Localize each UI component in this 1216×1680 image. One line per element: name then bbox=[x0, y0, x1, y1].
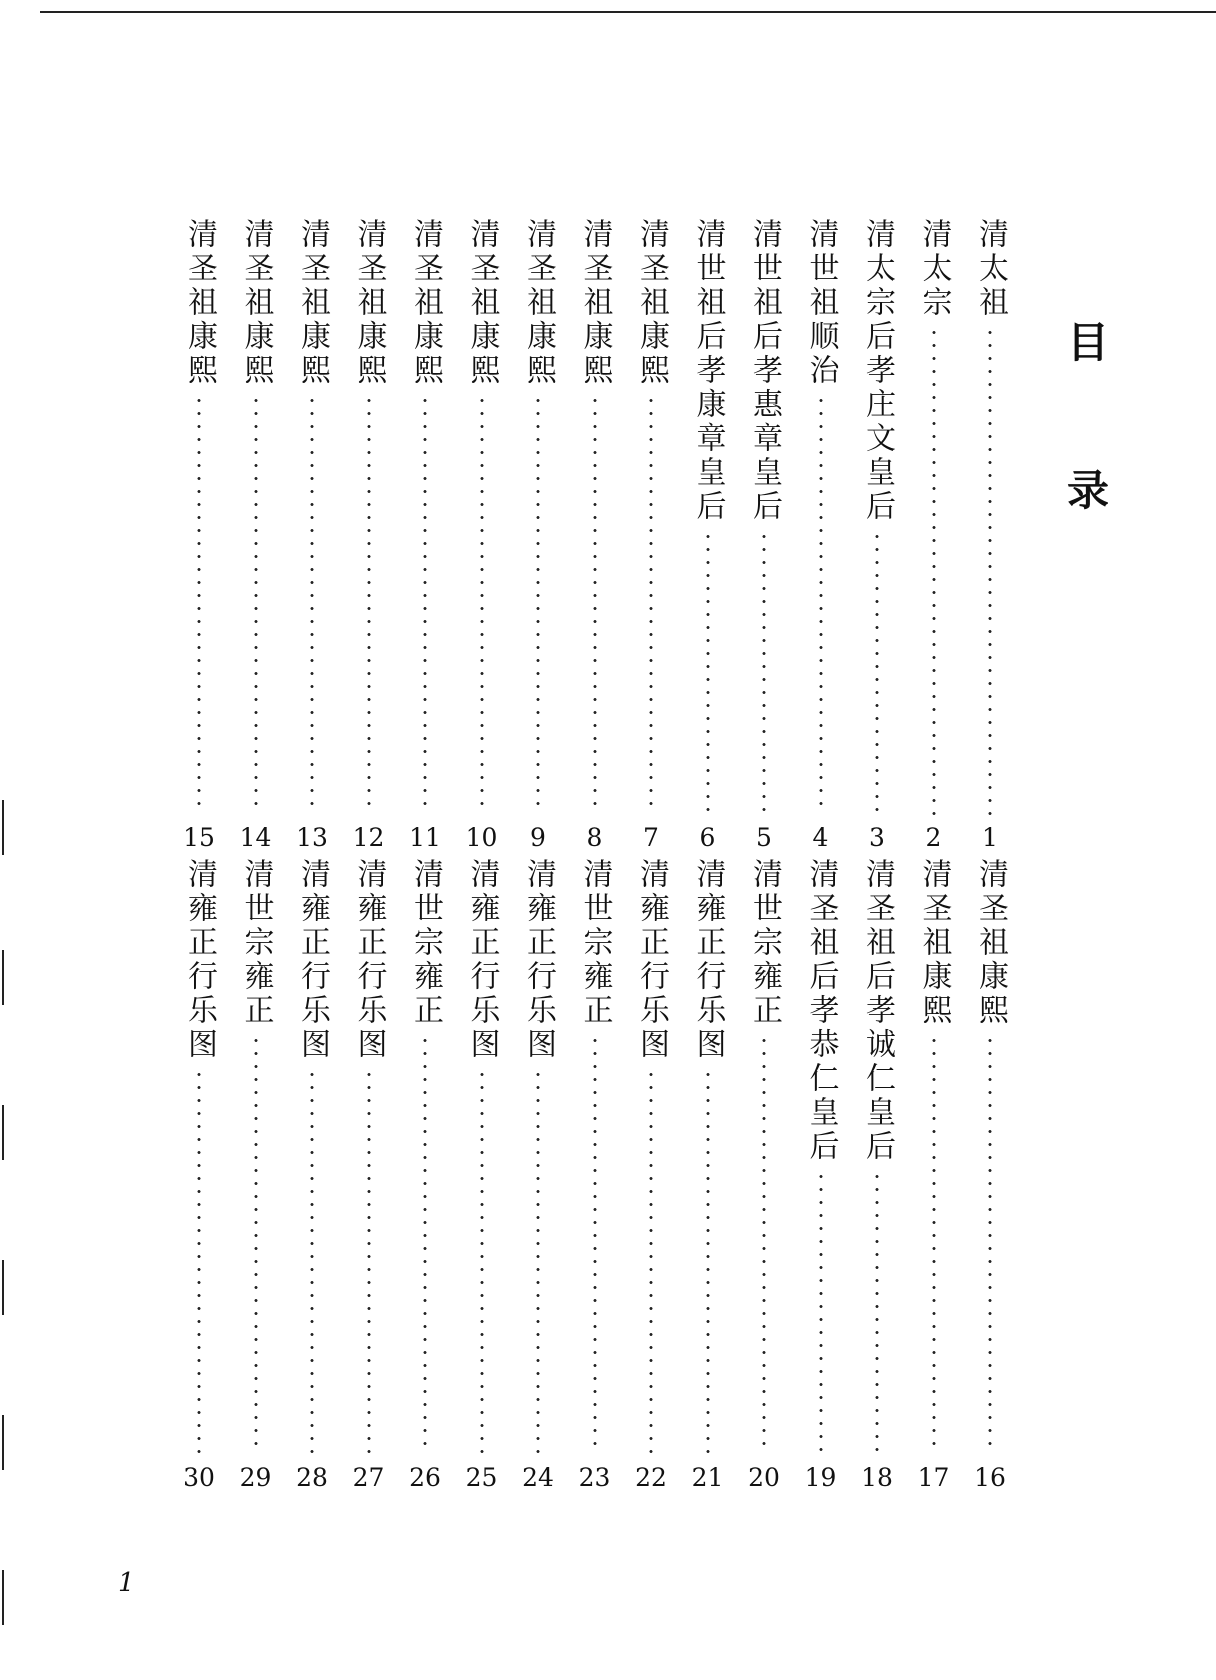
page-title bbox=[1058, 318, 1118, 515]
dot-leader bbox=[649, 394, 653, 815]
toc-entry bbox=[349, 858, 389, 1490]
toc-entry bbox=[914, 218, 954, 850]
toc-entry-title: 清太祖 bbox=[973, 218, 1008, 320]
dot-leader bbox=[254, 394, 258, 815]
toc-entry bbox=[631, 858, 671, 1490]
toc-entry-title: 清圣祖康熙 bbox=[577, 218, 613, 388]
toc-entry-page: 20 bbox=[748, 1463, 780, 1492]
toc-entry-page: 14 bbox=[239, 823, 272, 852]
toc-entry-title: 清圣祖康熙 bbox=[351, 218, 387, 388]
dot-leader bbox=[197, 394, 201, 815]
dot-leader bbox=[197, 1068, 201, 1455]
toc-entry-title: 清圣祖康熙 bbox=[973, 858, 1008, 1028]
toc-entry-title: 清圣祖后孝诚仁皇后 bbox=[860, 858, 895, 1164]
toc-entry bbox=[575, 218, 615, 850]
toc-entry-page: 11 bbox=[409, 823, 441, 852]
edge-mark bbox=[2, 1570, 4, 1625]
toc-entry-page: 3 bbox=[869, 823, 885, 852]
edge-mark bbox=[2, 1415, 4, 1470]
dot-leader bbox=[367, 1068, 371, 1455]
top-rule bbox=[40, 11, 1216, 13]
toc-entry-title: 清雍正行乐图 bbox=[182, 858, 217, 1062]
edge-mark bbox=[2, 1105, 4, 1160]
toc-entry bbox=[801, 858, 841, 1490]
toc-entry bbox=[575, 858, 615, 1490]
dot-leader bbox=[988, 1034, 992, 1455]
toc-entry bbox=[405, 218, 445, 850]
toc-entry-page: 29 bbox=[239, 1463, 272, 1492]
toc-entry-title: 清雍正行乐图 bbox=[634, 858, 669, 1062]
toc-entry bbox=[236, 858, 276, 1490]
toc-entry-page: 7 bbox=[643, 823, 659, 852]
title-char-1: 目 bbox=[1066, 318, 1109, 367]
toc-entry-page: 6 bbox=[699, 823, 716, 852]
toc-entry-page: 26 bbox=[409, 1463, 441, 1492]
toc-entry bbox=[405, 858, 445, 1490]
toc-entry-title: 清世宗雍正 bbox=[408, 858, 443, 1028]
toc-entry bbox=[801, 218, 841, 850]
toc-entry-title: 清圣祖康熙 bbox=[634, 218, 669, 388]
toc-entry-page: 4 bbox=[812, 823, 829, 852]
toc-entry-title: 清雍正行乐图 bbox=[464, 858, 500, 1062]
toc-entry bbox=[292, 858, 332, 1490]
toc-entry-page: 1 bbox=[982, 823, 998, 852]
toc-entry-page: 30 bbox=[183, 1463, 215, 1492]
toc-entry-page: 22 bbox=[635, 1463, 667, 1492]
toc-entry bbox=[462, 218, 502, 850]
toc-entry-title: 清圣祖康熙 bbox=[464, 218, 500, 388]
toc-entry-title: 清世宗雍正 bbox=[577, 858, 613, 1028]
dot-leader bbox=[536, 1068, 540, 1455]
toc-entry-title: 清圣祖后孝恭仁皇后 bbox=[803, 858, 839, 1164]
toc-entry-title: 清世祖后孝康章皇后 bbox=[690, 218, 726, 524]
toc-entry bbox=[292, 218, 332, 850]
dot-leader bbox=[932, 326, 936, 815]
dot-leader bbox=[706, 530, 710, 815]
dot-leader bbox=[254, 1034, 258, 1455]
dot-leader bbox=[932, 1034, 936, 1455]
toc-entry-page: 25 bbox=[465, 1463, 498, 1492]
dot-leader bbox=[649, 1068, 653, 1455]
toc-entry bbox=[688, 218, 728, 850]
toc-entry-page: 15 bbox=[183, 823, 215, 852]
dot-leader bbox=[310, 1068, 314, 1455]
dot-leader bbox=[762, 530, 766, 815]
page-number: 1 bbox=[118, 1568, 135, 1598]
toc-entry-page: 8 bbox=[586, 823, 603, 852]
toc-entry-page: 18 bbox=[861, 1463, 893, 1492]
toc-entry bbox=[518, 858, 558, 1490]
toc-entry-page: 2 bbox=[925, 823, 942, 852]
toc-entry-title: 清世宗雍正 bbox=[238, 858, 274, 1028]
toc-entry-page: 17 bbox=[917, 1463, 950, 1492]
toc-entry-page: 16 bbox=[974, 1463, 1006, 1492]
toc-entry-title: 清圣祖康熙 bbox=[408, 218, 443, 388]
dot-leader bbox=[819, 1170, 823, 1455]
toc-entry bbox=[179, 858, 219, 1490]
toc-entry-page: 12 bbox=[352, 823, 385, 852]
dot-leader bbox=[593, 1034, 597, 1455]
toc-entry bbox=[857, 858, 897, 1490]
dot-leader bbox=[480, 394, 484, 815]
toc-entry-page: 28 bbox=[296, 1463, 328, 1492]
dot-leader bbox=[762, 1034, 766, 1455]
dot-leader bbox=[480, 1068, 484, 1455]
dot-leader bbox=[819, 394, 823, 815]
toc-entry bbox=[518, 218, 558, 850]
toc-entry-title: 清圣祖康熙 bbox=[916, 858, 952, 1028]
edge-mark bbox=[2, 1260, 4, 1315]
toc-entry bbox=[744, 218, 784, 850]
dot-leader bbox=[988, 326, 992, 815]
toc-entry-title: 清圣祖康熙 bbox=[521, 218, 556, 388]
toc-entry-page: 19 bbox=[804, 1463, 837, 1492]
dot-leader bbox=[423, 1034, 427, 1455]
toc-entry-title: 清世宗雍正 bbox=[747, 858, 782, 1028]
toc-entry bbox=[631, 218, 671, 850]
toc-entry bbox=[688, 858, 728, 1490]
toc-entry-page: 9 bbox=[530, 823, 546, 852]
title-char-2: 录 bbox=[1066, 466, 1109, 515]
dot-leader bbox=[536, 394, 540, 815]
toc-entry-page: 21 bbox=[691, 1463, 724, 1492]
dot-leader bbox=[310, 394, 314, 815]
toc-entry-title: 清世祖顺治 bbox=[803, 218, 839, 388]
toc-entry bbox=[970, 218, 1010, 850]
toc-entry-title: 清雍正行乐图 bbox=[351, 858, 387, 1062]
toc-entry-title: 清雍正行乐图 bbox=[295, 858, 330, 1062]
toc-entry-page: 23 bbox=[578, 1463, 611, 1492]
toc-entry bbox=[179, 218, 219, 850]
dot-leader bbox=[706, 1068, 710, 1455]
dot-leader bbox=[423, 394, 427, 815]
toc-entry bbox=[349, 218, 389, 850]
edge-mark bbox=[2, 800, 4, 855]
toc-entry-page: 13 bbox=[296, 823, 328, 852]
toc-entry-page: 5 bbox=[756, 823, 772, 852]
toc-entry-title: 清圣祖康熙 bbox=[295, 218, 330, 388]
toc-entry-title: 清圣祖康熙 bbox=[182, 218, 217, 388]
dot-leader bbox=[593, 394, 597, 815]
toc-entry bbox=[236, 218, 276, 850]
toc-entry-page: 27 bbox=[352, 1463, 385, 1492]
dot-leader bbox=[875, 530, 879, 815]
toc-entry bbox=[857, 218, 897, 850]
toc-entry-title: 清雍正行乐图 bbox=[521, 858, 556, 1062]
toc-entry bbox=[744, 858, 784, 1490]
toc-entry bbox=[970, 858, 1010, 1490]
toc-entry-title: 清雍正行乐图 bbox=[690, 858, 726, 1062]
toc-entry-title: 清太宗后孝庄文皇后 bbox=[860, 218, 895, 524]
toc-entry bbox=[462, 858, 502, 1490]
toc-entry-title: 清太宗 bbox=[916, 218, 952, 320]
toc-entry-title: 清圣祖康熙 bbox=[238, 218, 274, 388]
toc-entry-page: 10 bbox=[465, 823, 498, 852]
toc-entry-page: 24 bbox=[522, 1463, 554, 1492]
dot-leader bbox=[367, 394, 371, 815]
toc-entry bbox=[914, 858, 954, 1490]
edge-mark bbox=[2, 950, 4, 1005]
dot-leader bbox=[875, 1170, 879, 1455]
toc-entry-title: 清世祖后孝惠章皇后 bbox=[747, 218, 782, 524]
